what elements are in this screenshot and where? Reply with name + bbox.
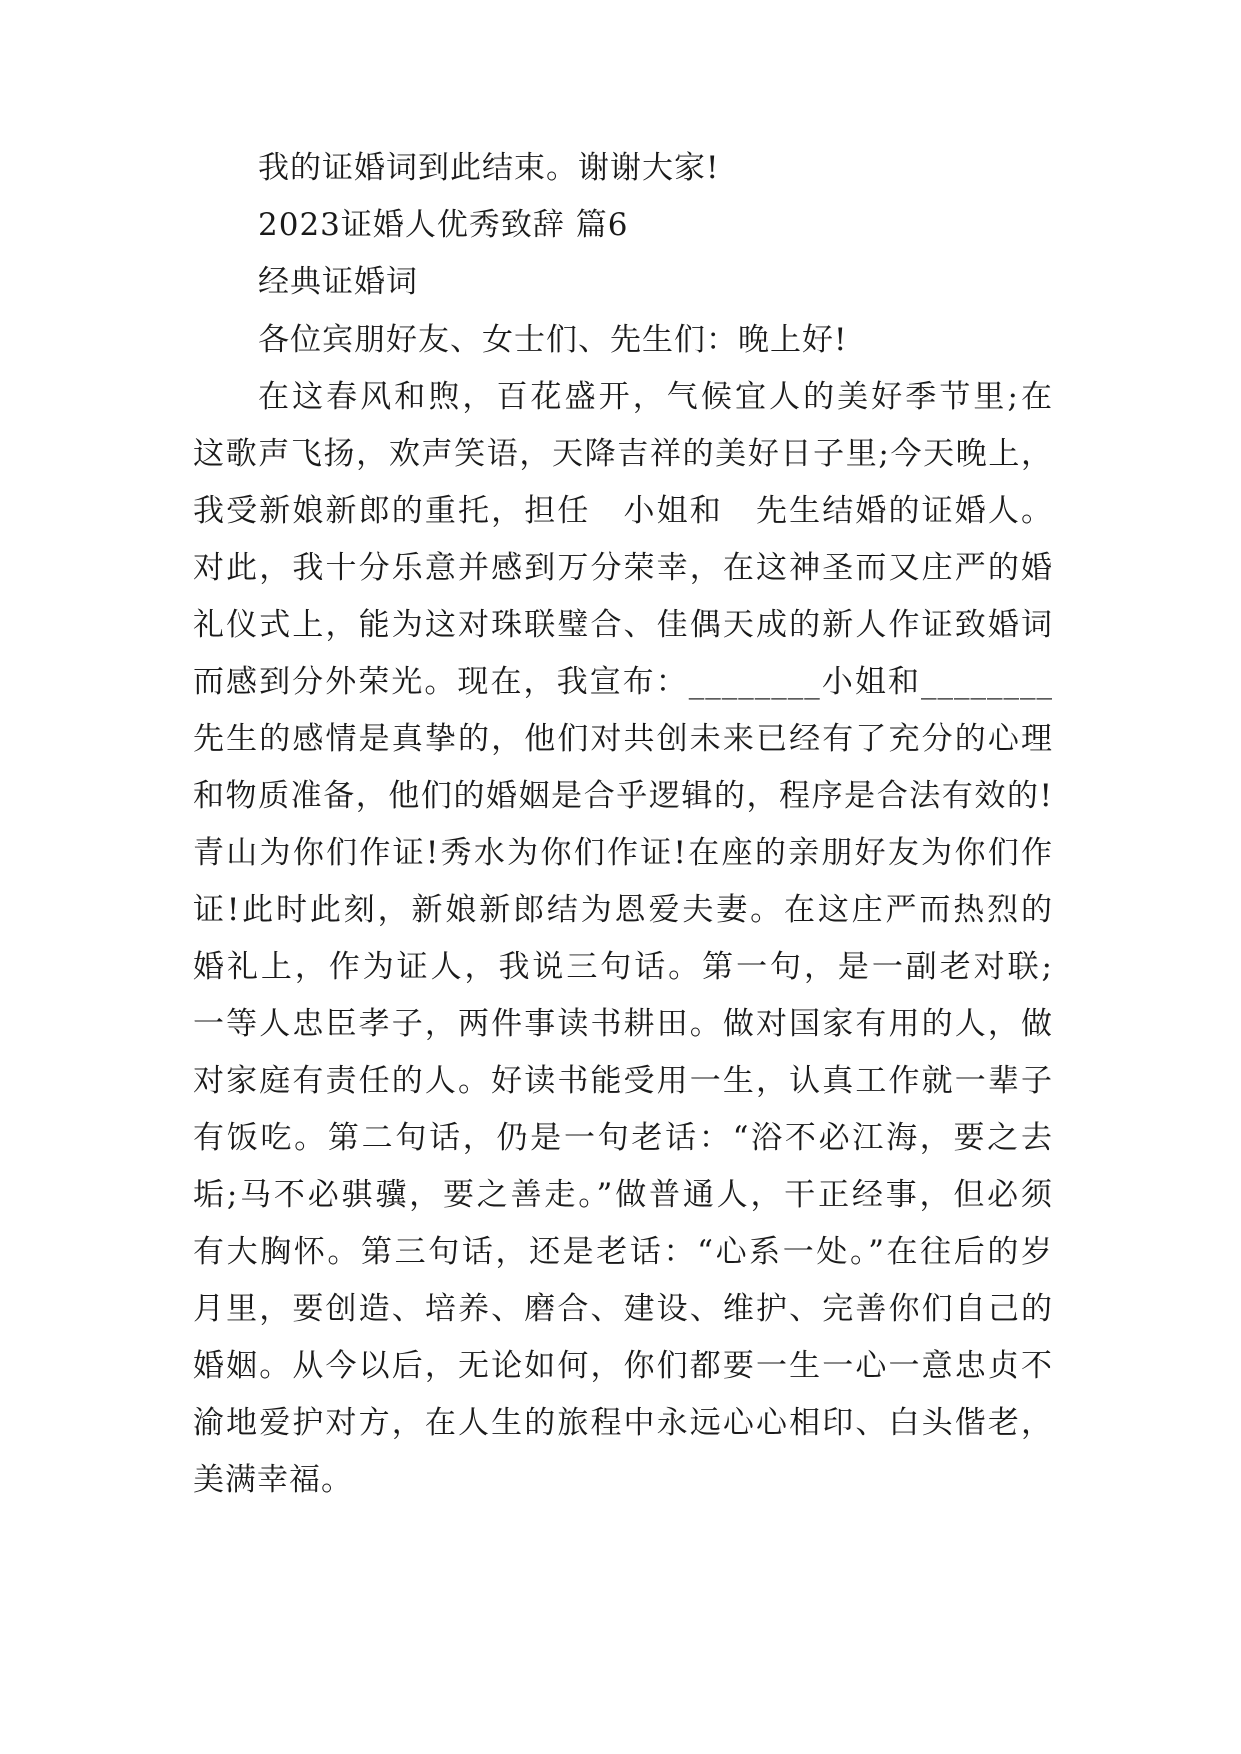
paragraph-line: 有大胸怀。第三句话，还是老话：“心系一处。”在往后的岁 xyxy=(193,1234,1053,1270)
paragraph-line: 在这春风和煦，百花盛开，气候宜人的美好季节里;在 xyxy=(258,379,1053,415)
paragraph-line: 月里，要创造、培养、磨合、建设、维护、完善你们自己的 xyxy=(193,1291,1053,1327)
paragraph-line: 礼仪式上，能为这对珠联璧合、佳偶天成的新人作证致婚词 xyxy=(193,607,1053,643)
section-heading: 2023证婚人优秀致辞 篇6 xyxy=(258,207,629,243)
sub-heading: 经典证婚词 xyxy=(258,264,418,300)
paragraph-line: 美满幸福。 xyxy=(193,1462,353,1498)
paragraph-line: 垢;马不必骐骥，要之善走。”做普通人，干正经事，但必须 xyxy=(193,1177,1053,1213)
paragraph-line: 渝地爱护对方，在人生的旅程中永远心心相印、白头偕老， xyxy=(193,1405,1053,1441)
paragraph-line: 青山为你们作证!秀水为你们作证!在座的亲朋好友为你们作 xyxy=(193,835,1053,871)
paragraph-line: 这歌声飞扬，欢声笑语，天降吉祥的美好日子里;今天晚上， xyxy=(193,436,1053,472)
paragraph-line: 有饭吃。第二句话，仍是一句老话：“浴不必江海，要之去 xyxy=(193,1120,1053,1156)
closing-line: 我的证婚词到此结束。谢谢大家! xyxy=(258,150,720,186)
paragraph-line: 对此，我十分乐意并感到万分荣幸，在这神圣而又庄严的婚 xyxy=(193,550,1053,586)
salutation: 各位宾朋好友、女士们、先生们：晚上好! xyxy=(258,322,848,358)
paragraph-line: 证!此时此刻，新娘新郎结为恩爱夫妻。在这庄严而热烈的 xyxy=(193,892,1053,928)
paragraph-line: 而感到分外荣光。现在，我宣布：________小姐和________ xyxy=(193,664,1053,700)
paragraph-line: 先生的感情是真挚的，他们对共创未来已经有了充分的心理 xyxy=(193,721,1053,757)
paragraph-line: 和物质准备，他们的婚姻是合乎逻辑的，程序是合法有效的! xyxy=(193,778,1053,814)
paragraph-line: 我受新娘新郎的重托，担任 小姐和 先生结婚的证婚人。 xyxy=(193,493,1053,529)
paragraph-line: 婚姻。从今以后，无论如何，你们都要一生一心一意忠贞不 xyxy=(193,1348,1053,1384)
paragraph-line: 婚礼上，作为证人，我说三句话。第一句，是一副老对联; xyxy=(193,949,1053,985)
paragraph-line: 对家庭有责任的人。好读书能受用一生，认真工作就一辈子 xyxy=(193,1063,1053,1099)
paragraph-line: 一等人忠臣孝子，两件事读书耕田。做对国家有用的人，做 xyxy=(193,1006,1053,1042)
